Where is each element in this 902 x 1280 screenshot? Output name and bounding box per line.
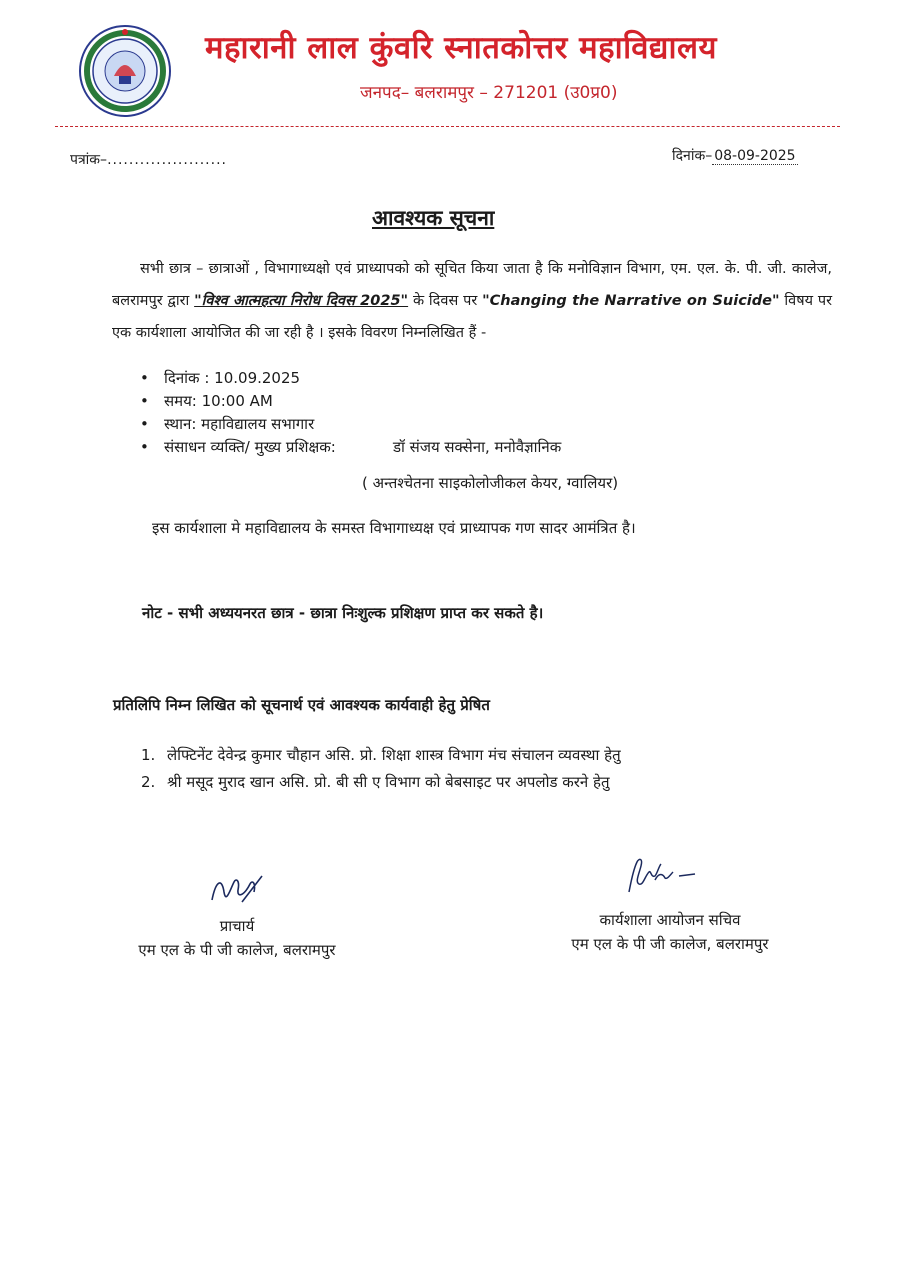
copy-number: 2. <box>141 773 156 791</box>
copy-item <box>141 742 621 769</box>
secretary-signature-block <box>545 862 795 956</box>
college-logo <box>78 24 172 118</box>
speaker-organization: ( अन्तश्चेतना साइकोलोजीकल केयर, ग्वालियर) <box>362 474 619 492</box>
invitation-line: इस कार्यशाला मे महाविद्यालय के समस्त विभागाध्यक्ष एवं प्राध्यापक गण सादर आमंत्रित है। <box>152 519 636 537</box>
event-name: "विश्व आत्महत्या निरोध दिवस 2025" <box>194 293 409 309</box>
header-divider <box>55 126 840 127</box>
copy-number: 1. <box>141 746 156 764</box>
copy-item <box>141 769 621 796</box>
detail-speaker <box>140 436 562 459</box>
detail-date: • दिनांक : 10.09.2025 <box>140 367 336 390</box>
speaker-name: डॉ संजय सक्सेना, मनोवैज्ञानिक <box>393 438 562 456</box>
event-details <box>140 367 619 492</box>
issue-date <box>672 146 798 165</box>
note-line: नोट - सभी अध्ययनरत छात्र - छात्रा निःशुल्क प्रशिक्षण प्राप्त कर सकते है। <box>142 604 544 622</box>
copy-list <box>141 742 621 796</box>
date-value: 08-09-2025 <box>714 148 796 164</box>
intro-paragraph <box>112 253 832 349</box>
principal-signature-block <box>112 880 362 962</box>
college-address: जनपद– बलरामपुर – 271201 (उ0प्र0) <box>360 83 618 103</box>
intro-part1: सभी छात्र – छात्राओं , विभागाध्यक्षो एवं प्राध्यापको को सूचित किया जाता है कि मनोविज्ञान विभाग, एम. एल. के. पी. जी. कालेज, बलरामपुर द्वारा <box>112 261 832 309</box>
copy-text: श्री मसूद मुराद खान असि. प्रो. बी सी ए विभाग को बेबसाइट पर अपलोड करने हेतु <box>167 773 610 791</box>
secretary-title: कार्यशाला आयोजन सचिव <box>599 911 741 929</box>
workshop-theme: "Changing the Narrative on Suicide" <box>482 293 780 309</box>
copy-text: लेफ्टिनेंट देवेन्द्र कुमार चौहान असि. प्रो. शिक्षा शास्त्र विभाग मंच संचालन व्यवस्था हेतु <box>167 746 621 764</box>
secretary-signature <box>545 862 795 908</box>
speaker-label: संसाधन व्यक्ति/ मुख्य प्रशिक्षक: <box>164 438 336 456</box>
college-name: महारानी लाल कुंवरि स्नातकोत्तर महाविद्यालय <box>205 30 717 66</box>
detail-time: • समय: 10:00 AM <box>140 390 336 413</box>
notice-title: आवश्यक सूचना <box>372 206 495 230</box>
secretary-org: एम एल के पी जी कालेज, बलरामपुर <box>571 935 769 953</box>
reference-number <box>70 150 227 169</box>
detail-venue: • स्थान: महाविद्यालय सभागार <box>140 413 336 436</box>
intro-part3: विषय पर एक कार्यशाला आयोजित की जा रही है । इसके विवरण निम्नलिखित हैं - <box>112 293 833 341</box>
intro-part2: के दिवस पर <box>408 293 483 309</box>
principal-org: एम एल के पी जी कालेज, बलरामपुर <box>138 941 336 959</box>
ref-label: पत्रांक– <box>70 152 108 168</box>
ref-value: ...................... <box>107 152 227 168</box>
principal-title: प्राचार्य <box>219 917 255 935</box>
date-label: दिनांक– <box>672 148 713 164</box>
principal-signature <box>112 880 362 914</box>
copy-heading: प्रतिलिपि निम्न लिखित को सूचनार्थ एवं आवश्यक कार्यवाही हेतु प्रेषित <box>113 696 490 714</box>
